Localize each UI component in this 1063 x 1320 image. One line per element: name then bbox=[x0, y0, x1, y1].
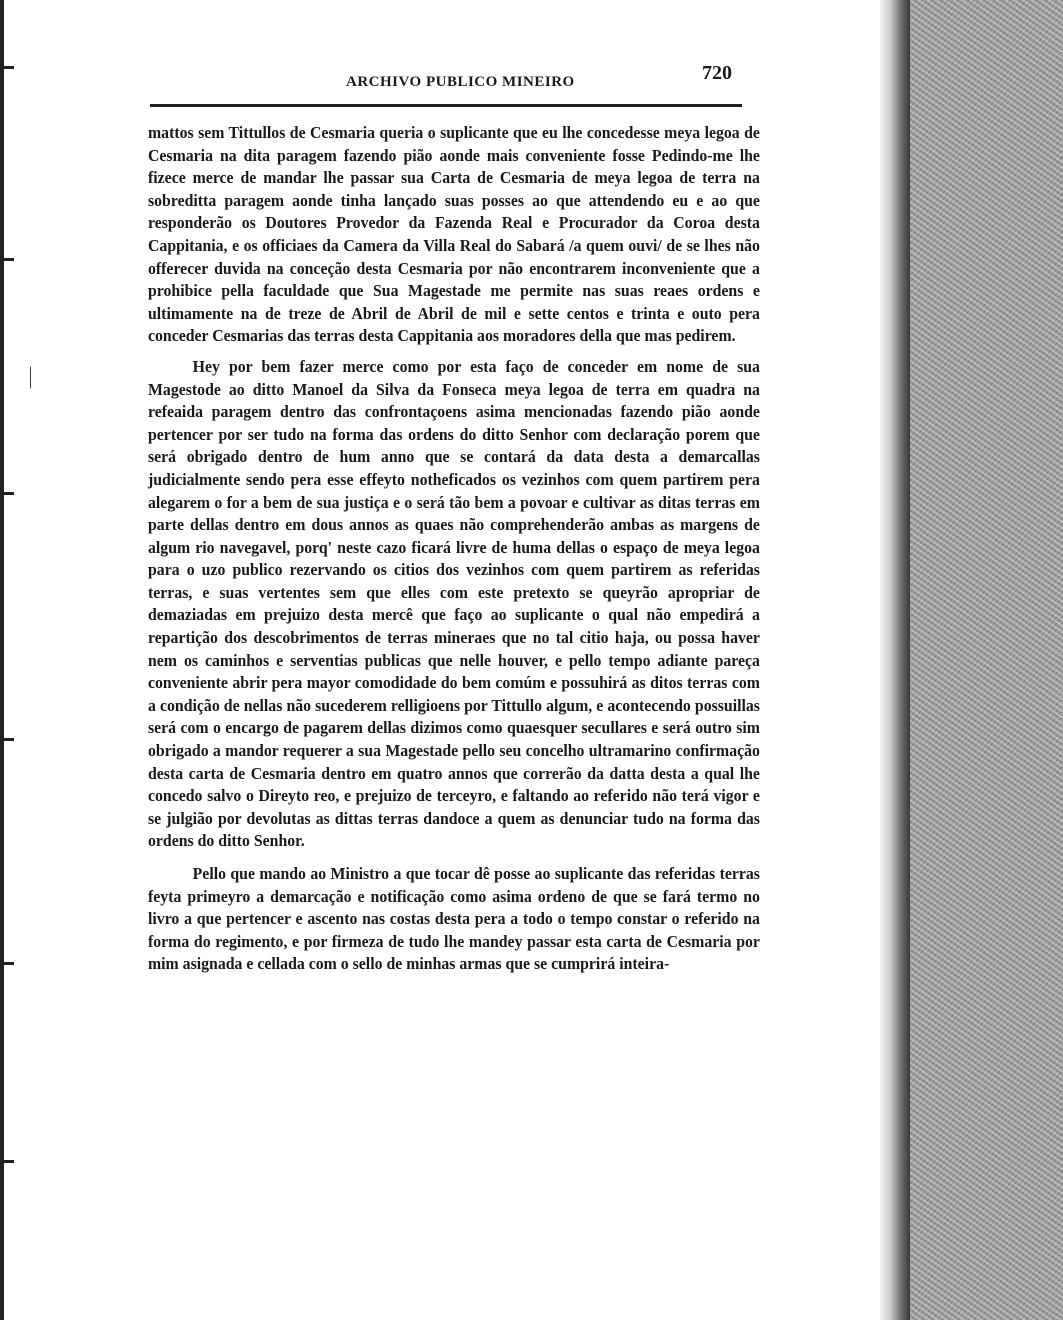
document-body bbox=[148, 122, 760, 976]
page-gutter-shadow bbox=[880, 0, 910, 1320]
page-number: 720 bbox=[702, 62, 732, 84]
scan-border-tick bbox=[0, 962, 14, 965]
scanned-page-edge bbox=[910, 0, 1063, 1320]
paragraph: Hey por bem fazer merce como por esta faço de conceder em nome de sua Magestode ao ditto Manoel da Silva da Fonseca meya legoa de terra em quadra na refeaida paragem dentro das confrontaçoens asima mencionadas fazendo pião aonde pertencer por ser tudo na forma das ordens do ditto Senhor com declaração porem que será obrigado dentro de hum anno que se contará da data desta a demarcallas judicialmente sendo pera esse effeyto notheficados os vezinhos com quem partirem pera alegarem o for a bem de sua justiça e o será tão bem a povoar e cultivar as ditas terras em parte dellas dentro em dous annos as quaes não comprehenderão ambas as margens de algum rio navegavel, porq' neste cazo ficará livre de huma dellas o espaço de meya legoa para o uzo publico rezervando os citios dos vezinhos com quem partirem as referidas terras, e suas vertentes sem que elles com este pretexto se queyrão apropriar de demaziadas em prejuizo desta mercê que faço ao suplicante o qual não empedirá a repartição dos descobrimentos de terras mineraes que no tal citio haja, ou possa haver nem os caminhos e serventias publicas que nelle houver, e pello tempo adiante pareça conveniente abrir pera mayor comodidade do bem comúm e possuhirá as ditos terras com a condição de nellas não sucederem relligioens por Tittullo algum, e acontecendo possuillas será com o encargo de pagarem dellas dizimos como quaesquer secullares e será outro sim obrigado a mandor requerer a sua Magestade pello seu concelho ultramarino confirmação desta carta de Cesmaria dentro em quatro annos que correrão da datta desta a qual lhe concedo salvo o Direyto reo, e prejuizo de terceyro, e faltando ao referido não terá vigor e se julgião por devolutas as dittas terras dandoce a quem as denunciar tudo na forma das ordens do ditto Senhor. bbox=[148, 356, 760, 851]
margin-mark: ︳ bbox=[30, 366, 53, 391]
scan-border-tick bbox=[0, 738, 14, 741]
paragraph: Pello que mando ao Ministro a que tocar dê posse ao suplicante das referidas terras feyta primeyro a demarcação e notificação como asima ordeno de que se fará termo no livro a que pertencer e ascento nas costas desta pera a todo o tempo constar o referido na forma do regimento, e por firmeza de tudo lhe mandey passar esta carta de Cesmaria por mim asignada e cellada com o sello de minhas armas que se cumprirá inteira- bbox=[148, 864, 760, 974]
scan-border-tick bbox=[0, 1160, 14, 1163]
header-divider bbox=[150, 104, 742, 107]
page-header bbox=[150, 60, 742, 100]
scan-left-border bbox=[0, 0, 4, 1320]
scan-border-tick bbox=[0, 492, 14, 495]
paragraph: mattos sem Tittullos de Cesmaria queria o suplicante que eu lhe concedesse meya legoa de Cesmaria na dita paragem fazendo pião aonde mais conveniente fosse Pedindo-me lhe fizece merce de mandar lhe passar sua Carta de Cesmaria de meya legoa de terra na sobreditta paragem aonde tinha lançado suas posses ao que attendendo eu e ao que responderão os Doutores Provedor da Fazenda Real e Procurador da Coroa desta Cappitania, e os officiaes da Camera da Villa Real do Sabará /a quem ouvi/ de se lhes não offerecer duvida na conceção desta Cesmaria por não encontrarem inconveniente que a prohibice pella faculdade que Sua Magestade me permite nas suas reaes ordens e ultimamente na de treze de Abril de Abril de mil e sette centos e trinta e outo pera conceder Cesmarias das terras desta Cappitania aos moradores della que mas pedirem. bbox=[148, 123, 760, 346]
scan-border-tick bbox=[0, 258, 14, 261]
scan-border-tick bbox=[0, 66, 14, 69]
running-title: ARCHIVO PUBLICO MINEIRO bbox=[346, 74, 575, 90]
